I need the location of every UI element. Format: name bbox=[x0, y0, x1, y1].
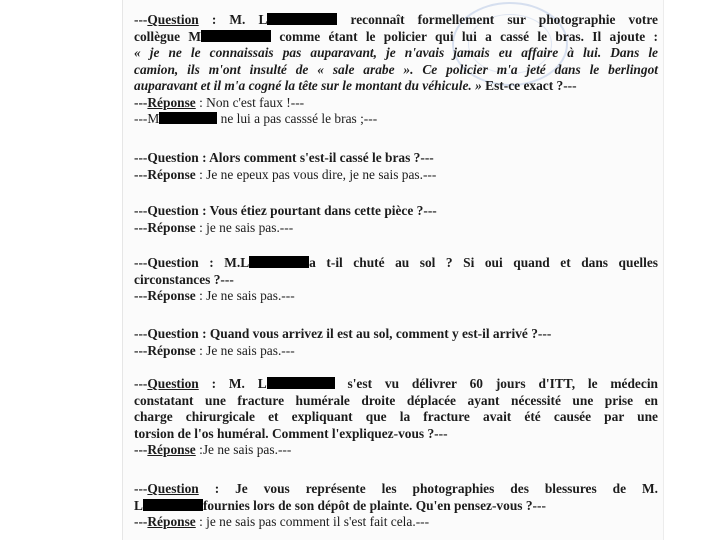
quote-line-1: « je ne le connaissais pas auparavant, je n'avais jamais eu affaire à lui. Dans le bbox=[134, 45, 658, 60]
redaction-bar bbox=[143, 499, 203, 511]
answer-label: Réponse bbox=[147, 342, 196, 358]
answer-label: Réponse bbox=[147, 514, 196, 529]
answer-6: ---Réponse :Je ne sais pas.--- bbox=[134, 442, 292, 457]
question-2: ---Question : Alors comment s'est-il cassé le bras ?--- bbox=[134, 150, 434, 165]
question-label: Question bbox=[147, 12, 199, 27]
redaction-bar bbox=[267, 377, 335, 389]
answer-4: ---Réponse : Je ne sais pas.--- bbox=[134, 288, 295, 303]
question-block-4 bbox=[134, 255, 658, 305]
question-3: ---Question : Vous étiez pourtant dans cette pièce ?--- bbox=[134, 203, 437, 218]
answer-label: Réponse bbox=[147, 288, 196, 303]
redaction-bar bbox=[267, 13, 337, 25]
redaction-bar bbox=[159, 112, 217, 124]
answer-1: ---Réponse : Non c'est faux !--- bbox=[134, 94, 305, 110]
question-4-line-1: ---Question : M.L a t-il chuté au sol ? Si oui quand et dans quelles bbox=[134, 255, 658, 270]
question-6-line-3: charge chirurgicale et expliquant que la fracture avait été causée par une bbox=[134, 409, 658, 424]
question-1-line-2: collègue M comme étant le policier qui lui a cassé le bras. Il ajoute : bbox=[134, 28, 658, 44]
answer-3: ---Réponse : je ne sais pas.--- bbox=[134, 219, 294, 235]
question-6-line-1: ---Question : M. L s'est vu délivrer 60 jours d'ITT, le médecin bbox=[134, 376, 658, 391]
answer-1-cont: ---M ne lui a pas casssé le bras ;--- bbox=[134, 111, 378, 126]
question-5: ---Question : Quand vous arrivez il est au sol, comment y est-il arrivé ?--- bbox=[134, 326, 552, 341]
answer-5: ---Réponse : Je ne sais pas.--- bbox=[134, 342, 295, 358]
quote-line-3: auparavant et il m'a cogné la tête sur le montant du véhicule. » Est-ce exact ?--- bbox=[134, 78, 577, 93]
question-6-line-2: constatant une fracture humérale droite déplacée ayant nécessité une prise en bbox=[134, 392, 658, 408]
question-label: Question bbox=[147, 376, 199, 391]
question-7-line-1: ---Question : Je vous représente les photographies des blessures de M. bbox=[134, 481, 658, 496]
question-block-5 bbox=[134, 326, 658, 359]
question-label: Question bbox=[147, 481, 199, 496]
question-6-line-4: torsion de l'os huméral. Comment l'expliquez-vous ?--- bbox=[134, 425, 448, 441]
question-block-6 bbox=[134, 376, 658, 459]
question-4-line-2: circonstances ?--- bbox=[134, 271, 234, 287]
question-1-line-1: ---Question : M. L reconnaît formellement sur photographie votre bbox=[134, 12, 658, 27]
question-block-3 bbox=[134, 203, 658, 236]
quote-line-2: camion, ils m'ont insulté de « sale arabe ». Ce policier m'a jeté dans le berlingot bbox=[134, 61, 658, 77]
redaction-bar bbox=[249, 256, 309, 268]
answer-7: ---Réponse : je ne sais pas comment il s'est fait cela.--- bbox=[134, 514, 430, 529]
answer-label: Réponse bbox=[147, 166, 196, 182]
answer-label: Réponse bbox=[147, 94, 196, 110]
answer-2: ---Réponse : Je ne epeux pas vous dire, je ne sais pas.--- bbox=[134, 166, 437, 182]
answer-label: Réponse bbox=[147, 219, 196, 235]
question-7-line-2: L fournies lors de son dépôt de plainte. Qu'en pensez-vous ?--- bbox=[134, 497, 546, 513]
question-block-7 bbox=[134, 481, 658, 531]
answer-label: Réponse bbox=[147, 442, 196, 457]
question-block-1 bbox=[134, 12, 658, 128]
question-block-2 bbox=[134, 150, 658, 183]
redaction-bar bbox=[201, 30, 271, 42]
